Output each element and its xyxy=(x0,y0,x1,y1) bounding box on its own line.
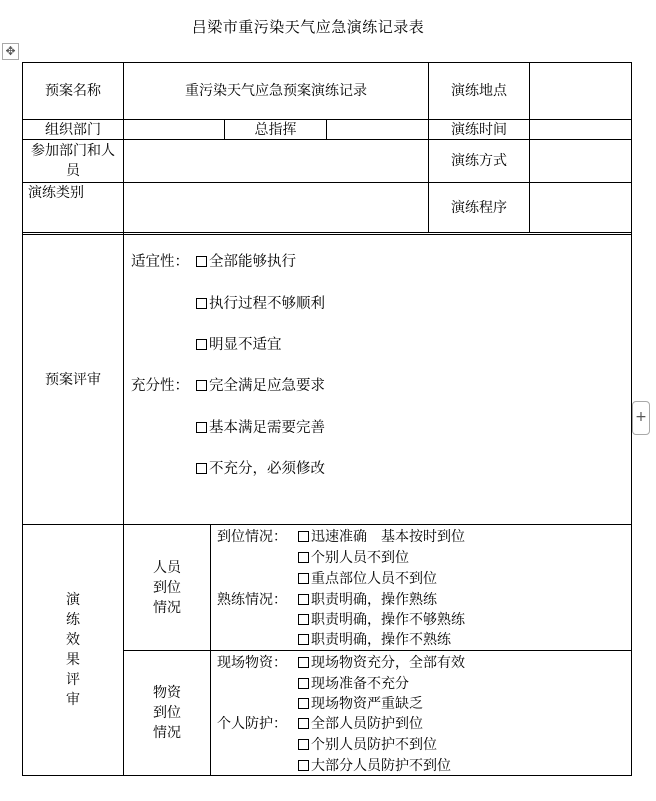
checkbox-icon xyxy=(298,760,309,771)
proficiency-option[interactable]: 职责明确，操作不够熟练 xyxy=(298,609,465,629)
personnel-label: 人员 到位 情况 xyxy=(153,559,181,616)
suitability-option[interactable]: 明显不适宜 xyxy=(196,333,282,354)
time-label: 演练时间 xyxy=(451,121,507,138)
participants-value[interactable] xyxy=(124,140,428,182)
checkbox-icon xyxy=(298,552,309,563)
onsite-option[interactable]: 现场准备不充分 xyxy=(298,673,409,693)
participants-label: 参加部门和人员 xyxy=(31,143,115,179)
onsite-label: 现场物资： xyxy=(217,655,287,671)
checkbox-icon xyxy=(298,657,309,668)
proficiency-option[interactable]: 职责明确，操作熟练 xyxy=(298,589,437,609)
category-label: 演练类别 xyxy=(28,185,84,201)
effect-eval-label: 演 练 效 果 评 审 xyxy=(66,592,80,708)
plan-name-value[interactable]: 重污染天气应急预案演练记录 xyxy=(185,83,367,99)
table-move-icon[interactable]: ✥ xyxy=(2,43,19,60)
add-column-icon[interactable]: + xyxy=(632,401,650,435)
protection-option[interactable]: 全部人员防护到位 xyxy=(298,713,423,733)
org-dept-label: 组织部门 xyxy=(45,121,101,138)
proficiency-option[interactable]: 职责明确，操作不熟练 xyxy=(298,629,451,649)
checkbox-icon xyxy=(298,531,309,542)
onsite-option[interactable]: 现场物资严重缺乏 xyxy=(298,693,423,713)
category-value[interactable] xyxy=(124,183,428,232)
plan-name-label: 预案名称 xyxy=(45,83,101,99)
checkbox-icon xyxy=(298,718,309,729)
checkbox-icon xyxy=(196,256,207,267)
plan-eval-label: 预案评审 xyxy=(45,371,101,388)
onsite-option[interactable]: 现场物资充分，全部有效 xyxy=(298,652,465,672)
suitability-label: 适宜性： xyxy=(131,254,189,270)
procedure-value[interactable] xyxy=(530,183,631,232)
arrival-option[interactable]: 重点部位人员不到位 xyxy=(298,568,437,588)
adequacy-option[interactable]: 完全满足应急要求 xyxy=(196,374,325,395)
commander-value[interactable] xyxy=(327,120,428,139)
proficiency-label: 熟练情况： xyxy=(217,592,287,608)
suitability-option[interactable]: 全部能够执行 xyxy=(196,250,296,271)
method-label: 演练方式 xyxy=(451,153,507,169)
adequacy-option[interactable]: 不充分，必须修改 xyxy=(196,457,325,478)
adequacy-label: 充分性： xyxy=(131,378,189,394)
checkbox-icon xyxy=(196,298,207,309)
arrival-option[interactable]: 个别人员不到位 xyxy=(298,547,409,567)
protection-option[interactable]: 个别人员防护不到位 xyxy=(298,734,437,754)
checkbox-icon xyxy=(196,380,207,391)
materials-label: 物资 到位 情况 xyxy=(153,685,181,741)
arrival-option[interactable]: 迅速准确 基本按时到位 xyxy=(298,526,465,546)
checkbox-icon xyxy=(298,594,309,605)
page-title: 吕梁市重污染天气应急演练记录表 xyxy=(191,18,425,36)
checkbox-icon xyxy=(298,614,309,625)
commander-label: 总指挥 xyxy=(254,121,297,138)
checkbox-icon xyxy=(298,698,309,709)
method-value[interactable] xyxy=(530,140,631,182)
checkbox-icon xyxy=(196,339,207,350)
protection-label: 个人防护： xyxy=(217,716,287,732)
location-value[interactable] xyxy=(530,63,631,119)
org-dept-value[interactable] xyxy=(124,120,224,139)
time-value[interactable] xyxy=(530,120,631,139)
checkbox-icon xyxy=(298,573,309,584)
procedure-label: 演练程序 xyxy=(451,199,507,216)
adequacy-option[interactable]: 基本满足需要完善 xyxy=(196,416,325,437)
checkbox-icon xyxy=(298,739,309,750)
checkbox-icon xyxy=(196,463,207,474)
checkbox-icon xyxy=(298,634,309,645)
checkbox-icon xyxy=(298,678,309,689)
protection-option[interactable]: 大部分人员防护不到位 xyxy=(298,755,451,775)
suitability-option[interactable]: 执行过程不够顺利 xyxy=(196,292,325,313)
location-label: 演练地点 xyxy=(451,83,507,99)
arrival-label: 到位情况： xyxy=(217,529,287,545)
checkbox-icon xyxy=(196,422,207,433)
